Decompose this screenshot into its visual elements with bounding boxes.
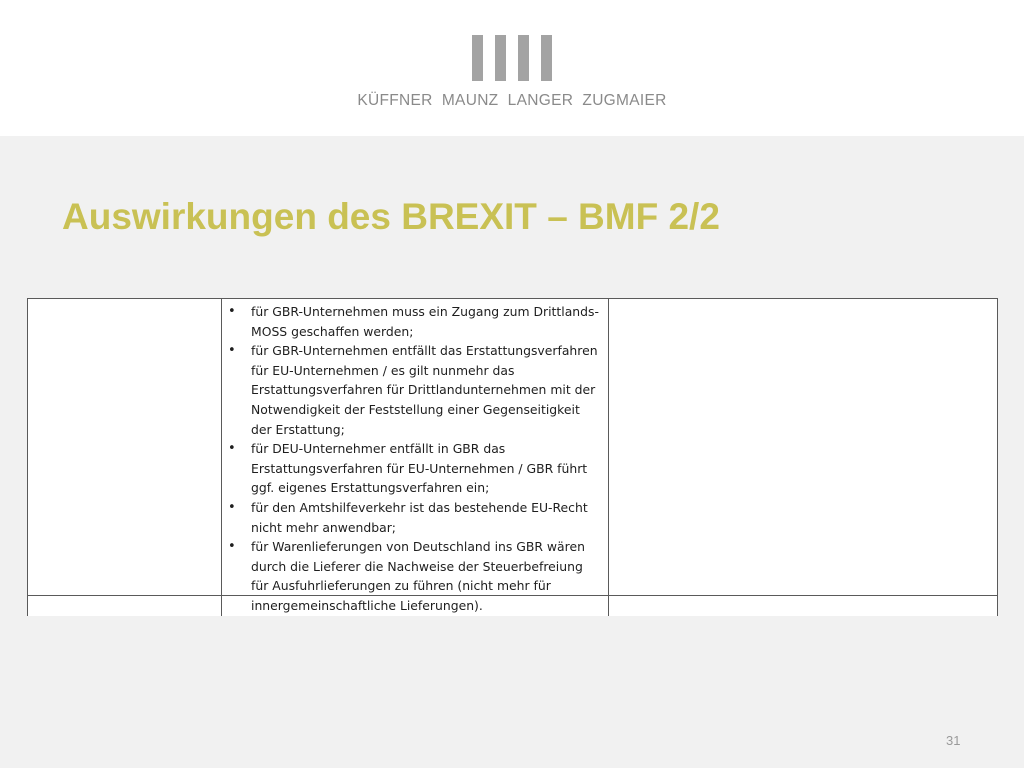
list-item: • für GBR-Unternehmen entfällt das Erstattungsverfahren für EU-Unternehmen / es gilt nunmehr das Erstattungsverfahren für Drittlandunternehmen mit der Notwendigkeit der Feststellung einer Gegenseitigkeit der Erstattung; xyxy=(222,341,608,439)
firm-name: KÜFFNER MAUNZ LANGER ZUGMAIER xyxy=(357,92,667,109)
table-cell-middle xyxy=(222,299,609,616)
bullet-list xyxy=(222,299,608,616)
table-cell-right xyxy=(609,299,998,616)
logo-bar xyxy=(541,35,552,81)
table-cell-left xyxy=(28,299,222,616)
list-item: • für DEU-Unternehmer entfällt in GBR das Erstattungsverfahren für EU-Unternehmen / GBR führt ggf. eigenes Erstattungsverfahren ein; xyxy=(222,439,608,498)
logo-bar xyxy=(495,35,506,81)
document-table xyxy=(27,298,998,616)
page-number: 31 xyxy=(946,733,961,748)
list-item: • für den Amtshilfeverkehr ist das bestehende EU-Recht nicht mehr anwendbar; xyxy=(222,498,608,537)
header-band xyxy=(0,0,1024,136)
slide-title: Auswirkungen des BREXIT – BMF 2/2 xyxy=(62,196,720,237)
logo-bar xyxy=(472,35,483,81)
list-item: • für Warenlieferungen von Deutschland ins GBR wären durch die Lieferer die Nachweise der Steuerbefreiung für Ausfuhrlieferungen zu führen (nicht mehr für innergemeinschaftliche Lieferungen). xyxy=(222,537,608,615)
table-bottom-border xyxy=(27,595,997,596)
firm-logo xyxy=(472,35,552,81)
table-row xyxy=(28,299,998,616)
logo-bar xyxy=(518,35,529,81)
list-item: • für GBR-Unternehmen muss ein Zugang zum Drittlands-MOSS geschaffen werden; xyxy=(222,302,608,341)
